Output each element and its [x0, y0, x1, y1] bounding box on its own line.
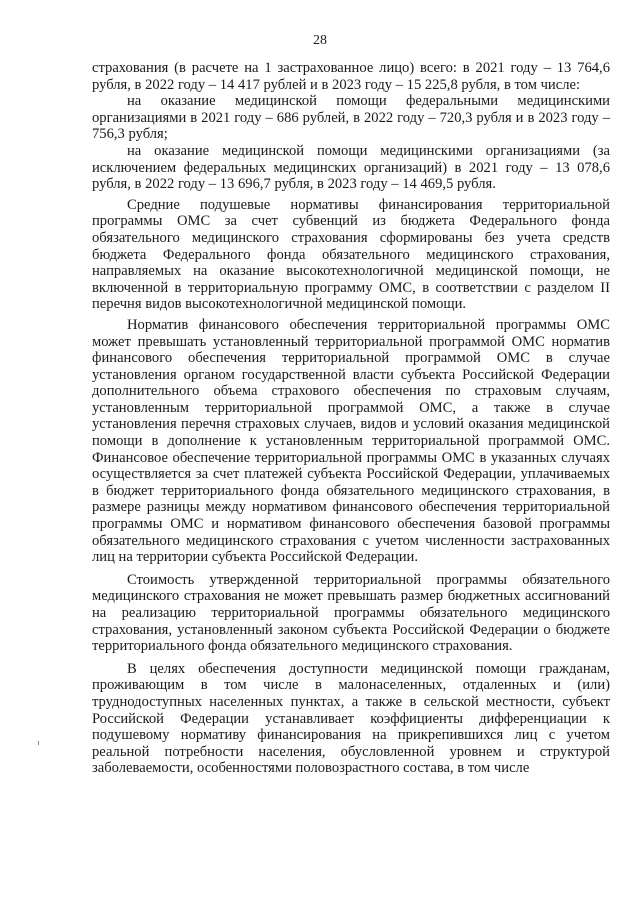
margin-mark	[38, 741, 39, 745]
paragraph-continuation: страхования (в расчете на 1 застрахованное лицо) всего: в 2021 году – 13 764,6 рубля, в 2022 году – 14 417 рублей и в 2023 году – 15 225,8 рубля, в том числе:	[92, 60, 610, 93]
paragraph-financing-norm: Норматив финансового обеспечения территориальной программы ОМС может превышать установленный территориальной программой ОМС норматив финансового обеспечения территориальной программой ОМС в случае установления органом государственной власти субъекта Российской Федерации дополнительного объема страхового обеспечения по страховым случаям, установленным территориальной программой ОМС, а также в случае установления перечня страховых случаев, видов и условий оказания медицинской помощи в дополнение к установленным территориальной программой ОМС. Финансовое обеспечение территориальной программы ОМС в указанных случаях осуществляется за счет платежей субъекта Российской Федерации, уплачиваемых в бюджет территориального фонда обязательного медицинского страхования, в размере разницы между нормативом финансового обеспечения территориальной программы ОМС и нормативом финансового обеспечения базовой программы обязательного медицинского страхования с учетом численности застрахованных лиц на территории субъекта Российской Федерации.	[92, 316, 610, 566]
paragraph-non-federal-organizations: на оказание медицинской помощи медицинскими организациями (за исключением федеральных медицинских организаций) в 2021 году – 13 078,6 рубля, в 2022 году – 13 696,7 рубля, в 2023 году – 14 469,5 рубля.	[92, 142, 610, 193]
paragraph-average-norms: Средние подушевые нормативы финансирования территориальной программы ОМС за счет субвенций из бюджета Федерального фонда обязательного медицинского страхования сформированы без учета средств бюджета Федерального фонда обязательного медицинского страхования, направляемых на оказание высокотехнологичной медицинской помощи, не включенной в территориальную программу ОМС, в соответствии с разделом II перечня видов высокотехнологичной медицинской помощи.	[92, 196, 610, 313]
document-body	[92, 60, 610, 777]
paragraph-program-cost: Стоимость утвержденной территориальной программы обязательного медицинского страхования не может превышать размер бюджетных ассигнований на реализацию территориальной программы обязательного медицинского страхования, установленный законом субъекта Российской Федерации о бюджете территориального фонда обязательного медицинского страхования.	[92, 571, 610, 655]
paragraph-accessibility: В целях обеспечения доступности медицинской помощи гражданам, проживающим в том числе в малонаселенных, отдаленных и (или) труднодоступных населенных пунктах, а также в сельской местности, субъект Российской Федерации устанавливает коэффициенты дифференциации к подушевому нормативу финансирования на прикрепившихся лиц с учетом реальной потребности населения, обусловленной уровнем и структурой заболеваемости, особенностями половозрастного состава, в том числе	[92, 660, 610, 777]
paragraph-federal-organizations: на оказание медицинской помощи федеральными медицинскими организациями в 2021 году – 686 рублей, в 2022 году – 720,3 рубля и в 2023 году – 756,3 рубля;	[92, 93, 610, 143]
page-number: 28	[313, 33, 327, 48]
